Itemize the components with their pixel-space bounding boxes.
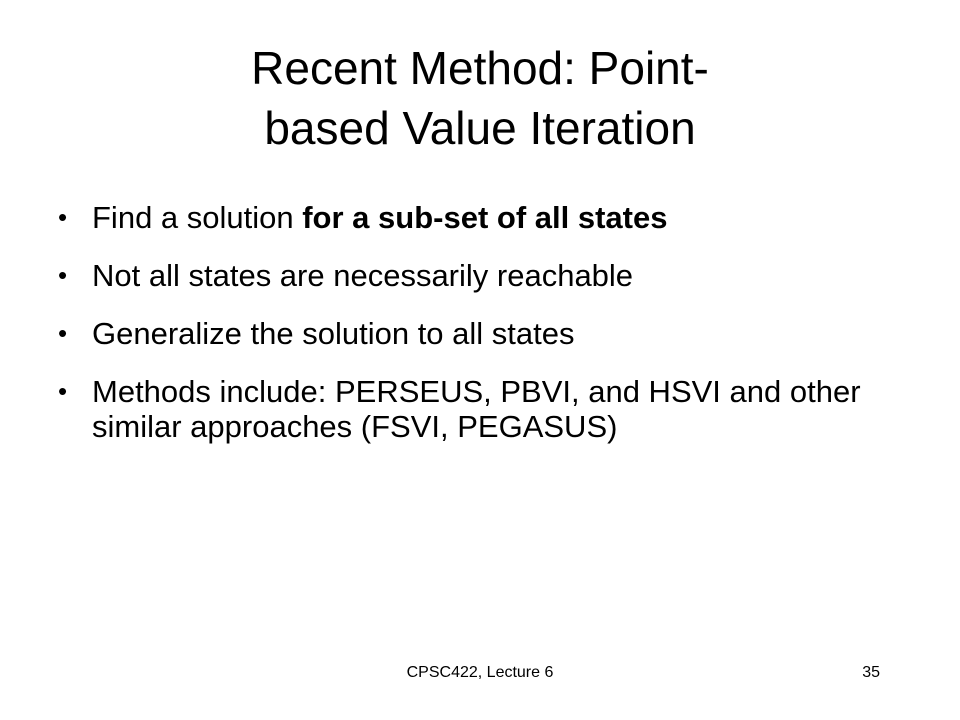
bullet-marker: •: [58, 260, 68, 290]
bullet-text: Generalize the solution to all states: [92, 316, 575, 351]
bullet-item: [58, 258, 878, 293]
footer-course-label: CPSC422, Lecture 6: [406, 664, 554, 681]
bullet-marker: •: [58, 202, 68, 232]
title-line-2: based Value Iteration: [264, 102, 696, 154]
bullet-item: [58, 200, 878, 235]
bullet-text: Not all states are necessarily reachable: [92, 258, 634, 293]
bullet-text: Find a solution: [92, 200, 303, 235]
slide-title: [90, 38, 870, 158]
bullet-marker: •: [58, 376, 68, 406]
bullet-emphasis: for a sub-set of all states: [302, 200, 668, 235]
bullet-list: [58, 200, 878, 467]
bullet-marker: •: [58, 318, 68, 348]
bullet-item: [58, 374, 878, 444]
bullet-item: [58, 316, 878, 351]
page-number: 35: [862, 664, 880, 681]
title-line-1: Recent Method: Point-: [251, 42, 709, 94]
bullet-text: Methods include: PERSEUS, PBVI, and HSVI and other similar approaches (FSVI, PEGASUS): [92, 374, 861, 444]
